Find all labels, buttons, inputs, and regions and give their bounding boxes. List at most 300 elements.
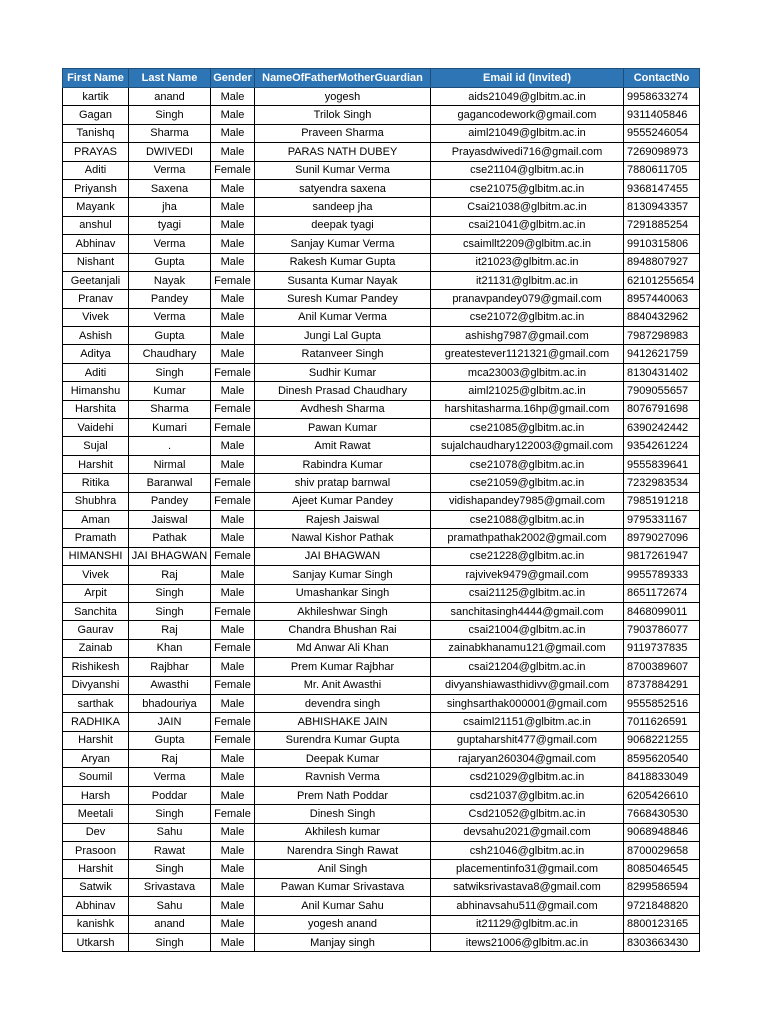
cell-email: greatestever1121321@gmail.com	[431, 345, 624, 363]
cell-guardian-name: PARAS NATH DUBEY	[255, 143, 431, 161]
cell-gender: Male	[211, 510, 255, 528]
cell-guardian-name: Ravnish Verma	[255, 768, 431, 786]
cell-gender: Male	[211, 235, 255, 253]
cell-email: gagancodework@gmail.com	[431, 106, 624, 124]
cell-last-name: Pandey	[129, 492, 211, 510]
cell-gender: Male	[211, 308, 255, 326]
cell-last-name: Gupta	[129, 327, 211, 345]
cell-contact: 8737884291	[624, 676, 700, 694]
cell-email: aids21049@glbitm.ac.in	[431, 88, 624, 106]
cell-contact: 8800123165	[624, 915, 700, 933]
cell-last-name: Raj	[129, 750, 211, 768]
cell-last-name: anand	[129, 915, 211, 933]
cell-last-name: Singh	[129, 602, 211, 620]
table-row	[63, 161, 700, 179]
cell-guardian-name: yogesh	[255, 88, 431, 106]
table-row	[63, 382, 700, 400]
cell-gender: Male	[211, 786, 255, 804]
cell-contact: 9068948846	[624, 823, 700, 841]
table-row	[63, 621, 700, 639]
table-row	[63, 235, 700, 253]
cell-first-name: HIMANSHI	[63, 547, 129, 565]
cell-last-name: Baranwal	[129, 474, 211, 492]
cell-gender: Male	[211, 860, 255, 878]
cell-contact: 8651172674	[624, 584, 700, 602]
cell-last-name: Sahu	[129, 897, 211, 915]
cell-first-name: Vivek	[63, 566, 129, 584]
cell-email: cse21059@glbitm.ac.in	[431, 474, 624, 492]
cell-guardian-name: Praveen Sharma	[255, 124, 431, 142]
cell-guardian-name: Narendra Singh Rawat	[255, 842, 431, 860]
cell-gender: Female	[211, 713, 255, 731]
cell-first-name: Utkarsh	[63, 933, 129, 951]
cell-first-name: Nishant	[63, 253, 129, 271]
cell-first-name: Geetanjali	[63, 271, 129, 289]
cell-gender: Female	[211, 676, 255, 694]
cell-first-name: Satwik	[63, 878, 129, 896]
cell-guardian-name: Akhilesh kumar	[255, 823, 431, 841]
cell-email: vidishapandey7985@gmail.com	[431, 492, 624, 510]
header-gender: Gender	[211, 69, 255, 88]
cell-guardian-name: deepak tyagi	[255, 216, 431, 234]
cell-email: devsahu2021@gmail.com	[431, 823, 624, 841]
cell-guardian-name: shiv pratap barnwal	[255, 474, 431, 492]
cell-guardian-name: Sudhir Kumar	[255, 363, 431, 381]
cell-guardian-name: Anil Kumar Verma	[255, 308, 431, 326]
table-row	[63, 124, 700, 142]
cell-contact: 7291885254	[624, 216, 700, 234]
cell-first-name: Vaidehi	[63, 419, 129, 437]
cell-contact: 7987298983	[624, 327, 700, 345]
cell-guardian-name: yogesh anand	[255, 915, 431, 933]
cell-contact: 7909055657	[624, 382, 700, 400]
table-row	[63, 363, 700, 381]
cell-last-name: Gupta	[129, 731, 211, 749]
cell-first-name: Mayank	[63, 198, 129, 216]
cell-gender: Female	[211, 419, 255, 437]
cell-guardian-name: Chandra Bhushan Rai	[255, 621, 431, 639]
cell-last-name: tyagi	[129, 216, 211, 234]
table-row	[63, 216, 700, 234]
cell-first-name: kartik	[63, 88, 129, 106]
cell-last-name: Sahu	[129, 823, 211, 841]
cell-last-name: bhadouriya	[129, 694, 211, 712]
cell-gender: Female	[211, 639, 255, 657]
cell-gender: Male	[211, 915, 255, 933]
cell-email: rajaryan260304@gmail.com	[431, 750, 624, 768]
cell-contact: 7668430530	[624, 805, 700, 823]
cell-email: satwiksrivastava8@gmail.com	[431, 878, 624, 896]
table-row	[63, 290, 700, 308]
table-row	[63, 271, 700, 289]
cell-gender: Female	[211, 400, 255, 418]
cell-first-name: Arpit	[63, 584, 129, 602]
cell-email: it21023@glbitm.ac.in	[431, 253, 624, 271]
table-row	[63, 308, 700, 326]
cell-first-name: Dev	[63, 823, 129, 841]
cell-first-name: Meetali	[63, 805, 129, 823]
cell-gender: Male	[211, 621, 255, 639]
cell-first-name: Abhinav	[63, 235, 129, 253]
cell-first-name: Ashish	[63, 327, 129, 345]
cell-last-name: Nayak	[129, 271, 211, 289]
cell-contact: 9958633274	[624, 88, 700, 106]
cell-first-name: Aditi	[63, 363, 129, 381]
cell-contact: 8303663430	[624, 933, 700, 951]
cell-gender: Female	[211, 363, 255, 381]
cell-guardian-name: Rakesh Kumar Gupta	[255, 253, 431, 271]
table-row	[63, 106, 700, 124]
header-first-name: First Name	[63, 69, 129, 88]
table-body	[63, 88, 700, 952]
cell-guardian-name: Susanta Kumar Nayak	[255, 271, 431, 289]
cell-first-name: Himanshu	[63, 382, 129, 400]
cell-guardian-name: Anil Kumar Sahu	[255, 897, 431, 915]
table-row	[63, 602, 700, 620]
cell-last-name: Singh	[129, 860, 211, 878]
cell-gender: Male	[211, 253, 255, 271]
cell-contact: 9555839641	[624, 455, 700, 473]
cell-contact: 8076791698	[624, 400, 700, 418]
cell-guardian-name: Dinesh Prasad Chaudhary	[255, 382, 431, 400]
cell-gender: Male	[211, 694, 255, 712]
cell-first-name: Pranav	[63, 290, 129, 308]
cell-email: it21129@glbitm.ac.in	[431, 915, 624, 933]
header-guardian-name: NameOfFatherMotherGuardian	[255, 69, 431, 88]
cell-first-name: Harsh	[63, 786, 129, 804]
cell-gender: Male	[211, 878, 255, 896]
cell-gender: Male	[211, 290, 255, 308]
cell-first-name: Harshita	[63, 400, 129, 418]
table-row	[63, 805, 700, 823]
cell-last-name: Awasthi	[129, 676, 211, 694]
cell-last-name: jha	[129, 198, 211, 216]
cell-contact: 7011626591	[624, 713, 700, 731]
cell-contact: 8418833049	[624, 768, 700, 786]
cell-guardian-name: Md Anwar Ali Khan	[255, 639, 431, 657]
cell-first-name: Harshit	[63, 455, 129, 473]
cell-email: csai21004@glbitm.ac.in	[431, 621, 624, 639]
cell-email: rajvivek9479@gmail.com	[431, 566, 624, 584]
table-row	[63, 639, 700, 657]
cell-gender: Male	[211, 750, 255, 768]
cell-first-name: Priyansh	[63, 179, 129, 197]
cell-contact: 9795331167	[624, 510, 700, 528]
cell-guardian-name: Prem Kumar Rajbhar	[255, 658, 431, 676]
cell-contact: 9311405846	[624, 106, 700, 124]
cell-last-name: JAI BHAGWAN	[129, 547, 211, 565]
cell-email: divyanshiawasthidivv@gmail.com	[431, 676, 624, 694]
header-last-name: Last Name	[129, 69, 211, 88]
cell-email: csaimllt2209@glbitm.ac.in	[431, 235, 624, 253]
cell-email: cse21085@glbitm.ac.in	[431, 419, 624, 437]
cell-contact: 8979027096	[624, 529, 700, 547]
cell-email: cse21104@glbitm.ac.in	[431, 161, 624, 179]
cell-email: harshitasharma.16hp@gmail.com	[431, 400, 624, 418]
table-row	[63, 455, 700, 473]
cell-first-name: Gagan	[63, 106, 129, 124]
cell-gender: Male	[211, 897, 255, 915]
cell-guardian-name: satyendra saxena	[255, 179, 431, 197]
table-row	[63, 566, 700, 584]
cell-last-name: JAIN	[129, 713, 211, 731]
table-row	[63, 897, 700, 915]
cell-gender: Male	[211, 88, 255, 106]
cell-contact: 9555852516	[624, 694, 700, 712]
cell-email: csd21029@glbitm.ac.in	[431, 768, 624, 786]
table-row	[63, 860, 700, 878]
cell-gender: Male	[211, 823, 255, 841]
table-row	[63, 400, 700, 418]
cell-guardian-name: Umashankar Singh	[255, 584, 431, 602]
table-row	[63, 933, 700, 951]
cell-first-name: Divyanshi	[63, 676, 129, 694]
cell-guardian-name: Anil Singh	[255, 860, 431, 878]
cell-email: csaiml21151@glbitm.ac.in	[431, 713, 624, 731]
cell-email: abhinavsahu511@gmail.com	[431, 897, 624, 915]
cell-contact: 8085046545	[624, 860, 700, 878]
cell-last-name: Verma	[129, 161, 211, 179]
cell-email: pramathpathak2002@gmail.com	[431, 529, 624, 547]
cell-email: Csai21038@glbitm.ac.in	[431, 198, 624, 216]
cell-contact: 7232983534	[624, 474, 700, 492]
cell-last-name: Singh	[129, 805, 211, 823]
cell-gender: Female	[211, 805, 255, 823]
cell-gender: Male	[211, 345, 255, 363]
spreadsheet	[62, 68, 700, 952]
cell-email: Csd21052@glbitm.ac.in	[431, 805, 624, 823]
cell-guardian-name: Manjay singh	[255, 933, 431, 951]
cell-contact: 9119737835	[624, 639, 700, 657]
cell-email: pranavpandey079@gmail.com	[431, 290, 624, 308]
cell-guardian-name: Trilok Singh	[255, 106, 431, 124]
cell-gender: Male	[211, 842, 255, 860]
cell-guardian-name: Sanjay Kumar Singh	[255, 566, 431, 584]
cell-first-name: Harshit	[63, 860, 129, 878]
student-table	[62, 68, 700, 952]
cell-first-name: Aditya	[63, 345, 129, 363]
cell-last-name: Rawat	[129, 842, 211, 860]
table-row	[63, 198, 700, 216]
cell-email: singhsarthak000001@gmail.com	[431, 694, 624, 712]
cell-first-name: RADHIKA	[63, 713, 129, 731]
cell-first-name: Vivek	[63, 308, 129, 326]
cell-first-name: Soumil	[63, 768, 129, 786]
cell-gender: Male	[211, 327, 255, 345]
cell-last-name: Poddar	[129, 786, 211, 804]
cell-email: cse21072@glbitm.ac.in	[431, 308, 624, 326]
cell-guardian-name: Amit Rawat	[255, 437, 431, 455]
table-row	[63, 731, 700, 749]
table-row	[63, 842, 700, 860]
cell-guardian-name: Avdhesh Sharma	[255, 400, 431, 418]
cell-guardian-name: Nawal Kishor Pathak	[255, 529, 431, 547]
cell-contact: 8700389607	[624, 658, 700, 676]
cell-email: ashishg7987@gmail.com	[431, 327, 624, 345]
cell-first-name: Harshit	[63, 731, 129, 749]
cell-contact: 9955789333	[624, 566, 700, 584]
cell-gender: Male	[211, 106, 255, 124]
table-row	[63, 694, 700, 712]
cell-first-name: Tanishq	[63, 124, 129, 142]
cell-gender: Male	[211, 768, 255, 786]
cell-gender: Male	[211, 198, 255, 216]
cell-contact: 6205426610	[624, 786, 700, 804]
table-row	[63, 768, 700, 786]
cell-email: aiml21049@glbitm.ac.in	[431, 124, 624, 142]
table-row	[63, 474, 700, 492]
cell-gender: Male	[211, 437, 255, 455]
header-row	[63, 69, 700, 88]
cell-first-name: Ritika	[63, 474, 129, 492]
cell-gender: Male	[211, 216, 255, 234]
cell-last-name: anand	[129, 88, 211, 106]
cell-first-name: Gaurav	[63, 621, 129, 639]
cell-last-name: Saxena	[129, 179, 211, 197]
cell-gender: Male	[211, 143, 255, 161]
cell-email: zainabkhanamu121@gmail.com	[431, 639, 624, 657]
cell-guardian-name: Mr. Anit Awasthi	[255, 676, 431, 694]
cell-last-name: Singh	[129, 584, 211, 602]
cell-guardian-name: Dinesh Singh	[255, 805, 431, 823]
cell-guardian-name: Ajeet Kumar Pandey	[255, 492, 431, 510]
table-row	[63, 823, 700, 841]
cell-email: Prayasdwivedi716@gmail.com	[431, 143, 624, 161]
cell-gender: Female	[211, 492, 255, 510]
cell-gender: Male	[211, 124, 255, 142]
header-contact: ContactNo	[624, 69, 700, 88]
cell-guardian-name: Ratanveer Singh	[255, 345, 431, 363]
cell-last-name: Gupta	[129, 253, 211, 271]
cell-guardian-name: sandeep jha	[255, 198, 431, 216]
cell-gender: Male	[211, 179, 255, 197]
cell-guardian-name: Sanjay Kumar Verma	[255, 235, 431, 253]
cell-last-name: .	[129, 437, 211, 455]
cell-contact: 8700029658	[624, 842, 700, 860]
cell-contact: 9721848820	[624, 897, 700, 915]
cell-guardian-name: Pawan Kumar Srivastava	[255, 878, 431, 896]
table-row	[63, 437, 700, 455]
cell-email: csai21125@glbitm.ac.in	[431, 584, 624, 602]
cell-first-name: sarthak	[63, 694, 129, 712]
cell-email: csh21046@glbitm.ac.in	[431, 842, 624, 860]
cell-last-name: Singh	[129, 106, 211, 124]
cell-contact: 9354261224	[624, 437, 700, 455]
cell-contact: 9817261947	[624, 547, 700, 565]
cell-guardian-name: Jungi Lal Gupta	[255, 327, 431, 345]
cell-guardian-name: Rajesh Jaiswal	[255, 510, 431, 528]
cell-contact: 62101255654	[624, 271, 700, 289]
cell-guardian-name: Prem Nath Poddar	[255, 786, 431, 804]
cell-last-name: Sharma	[129, 400, 211, 418]
cell-first-name: Shubhra	[63, 492, 129, 510]
cell-gender: Male	[211, 455, 255, 473]
cell-gender: Male	[211, 584, 255, 602]
cell-gender: Male	[211, 529, 255, 547]
cell-guardian-name: devendra singh	[255, 694, 431, 712]
cell-contact: 7269098973	[624, 143, 700, 161]
table-row	[63, 510, 700, 528]
table-row	[63, 915, 700, 933]
cell-contact: 9068221255	[624, 731, 700, 749]
cell-contact: 7880611705	[624, 161, 700, 179]
cell-last-name: Verma	[129, 768, 211, 786]
cell-gender: Female	[211, 271, 255, 289]
cell-contact: 9412621759	[624, 345, 700, 363]
cell-contact: 9910315806	[624, 235, 700, 253]
cell-first-name: Abhinav	[63, 897, 129, 915]
cell-gender: Female	[211, 731, 255, 749]
cell-gender: Female	[211, 602, 255, 620]
table-row	[63, 419, 700, 437]
cell-contact: 8130943357	[624, 198, 700, 216]
cell-contact: 7985191218	[624, 492, 700, 510]
cell-last-name: Kumar	[129, 382, 211, 400]
table-row	[63, 492, 700, 510]
cell-first-name: Sanchita	[63, 602, 129, 620]
cell-first-name: Prasoon	[63, 842, 129, 860]
table-row	[63, 179, 700, 197]
cell-email: csai21204@glbitm.ac.in	[431, 658, 624, 676]
cell-last-name: Pandey	[129, 290, 211, 308]
cell-guardian-name: Suresh Kumar Pandey	[255, 290, 431, 308]
table-row	[63, 750, 700, 768]
cell-last-name: Srivastava	[129, 878, 211, 896]
cell-first-name: Rishikesh	[63, 658, 129, 676]
cell-contact: 8299586594	[624, 878, 700, 896]
cell-guardian-name: Pawan Kumar	[255, 419, 431, 437]
cell-guardian-name: Akhileshwar Singh	[255, 602, 431, 620]
cell-last-name: Khan	[129, 639, 211, 657]
cell-gender: Female	[211, 161, 255, 179]
table-row	[63, 529, 700, 547]
cell-last-name: Raj	[129, 566, 211, 584]
cell-contact: 8595620540	[624, 750, 700, 768]
cell-last-name: Kumari	[129, 419, 211, 437]
cell-guardian-name: Deepak Kumar	[255, 750, 431, 768]
cell-email: guptaharshit477@gmail.com	[431, 731, 624, 749]
table-row	[63, 878, 700, 896]
cell-last-name: Singh	[129, 363, 211, 381]
cell-last-name: Raj	[129, 621, 211, 639]
cell-email: cse21088@glbitm.ac.in	[431, 510, 624, 528]
cell-contact: 8948807927	[624, 253, 700, 271]
cell-email: cse21078@glbitm.ac.in	[431, 455, 624, 473]
cell-guardian-name: JAI BHAGWAN	[255, 547, 431, 565]
cell-first-name: Sujal	[63, 437, 129, 455]
cell-first-name: PRAYAS	[63, 143, 129, 161]
cell-first-name: Zainab	[63, 639, 129, 657]
cell-contact: 8957440063	[624, 290, 700, 308]
cell-guardian-name: Sunil Kumar Verma	[255, 161, 431, 179]
table-row	[63, 253, 700, 271]
table-row	[63, 658, 700, 676]
table-row	[63, 88, 700, 106]
table-row	[63, 584, 700, 602]
cell-email: it21131@glbitm.ac.in	[431, 271, 624, 289]
cell-first-name: kanishk	[63, 915, 129, 933]
cell-first-name: Aryan	[63, 750, 129, 768]
table-row	[63, 547, 700, 565]
cell-gender: Female	[211, 474, 255, 492]
cell-contact: 8468099011	[624, 602, 700, 620]
cell-email: sujalchaudhary122003@gmail.com	[431, 437, 624, 455]
cell-guardian-name: Surendra Kumar Gupta	[255, 731, 431, 749]
cell-gender: Male	[211, 566, 255, 584]
cell-contact: 8840432962	[624, 308, 700, 326]
cell-contact: 6390242442	[624, 419, 700, 437]
cell-last-name: Nirmal	[129, 455, 211, 473]
